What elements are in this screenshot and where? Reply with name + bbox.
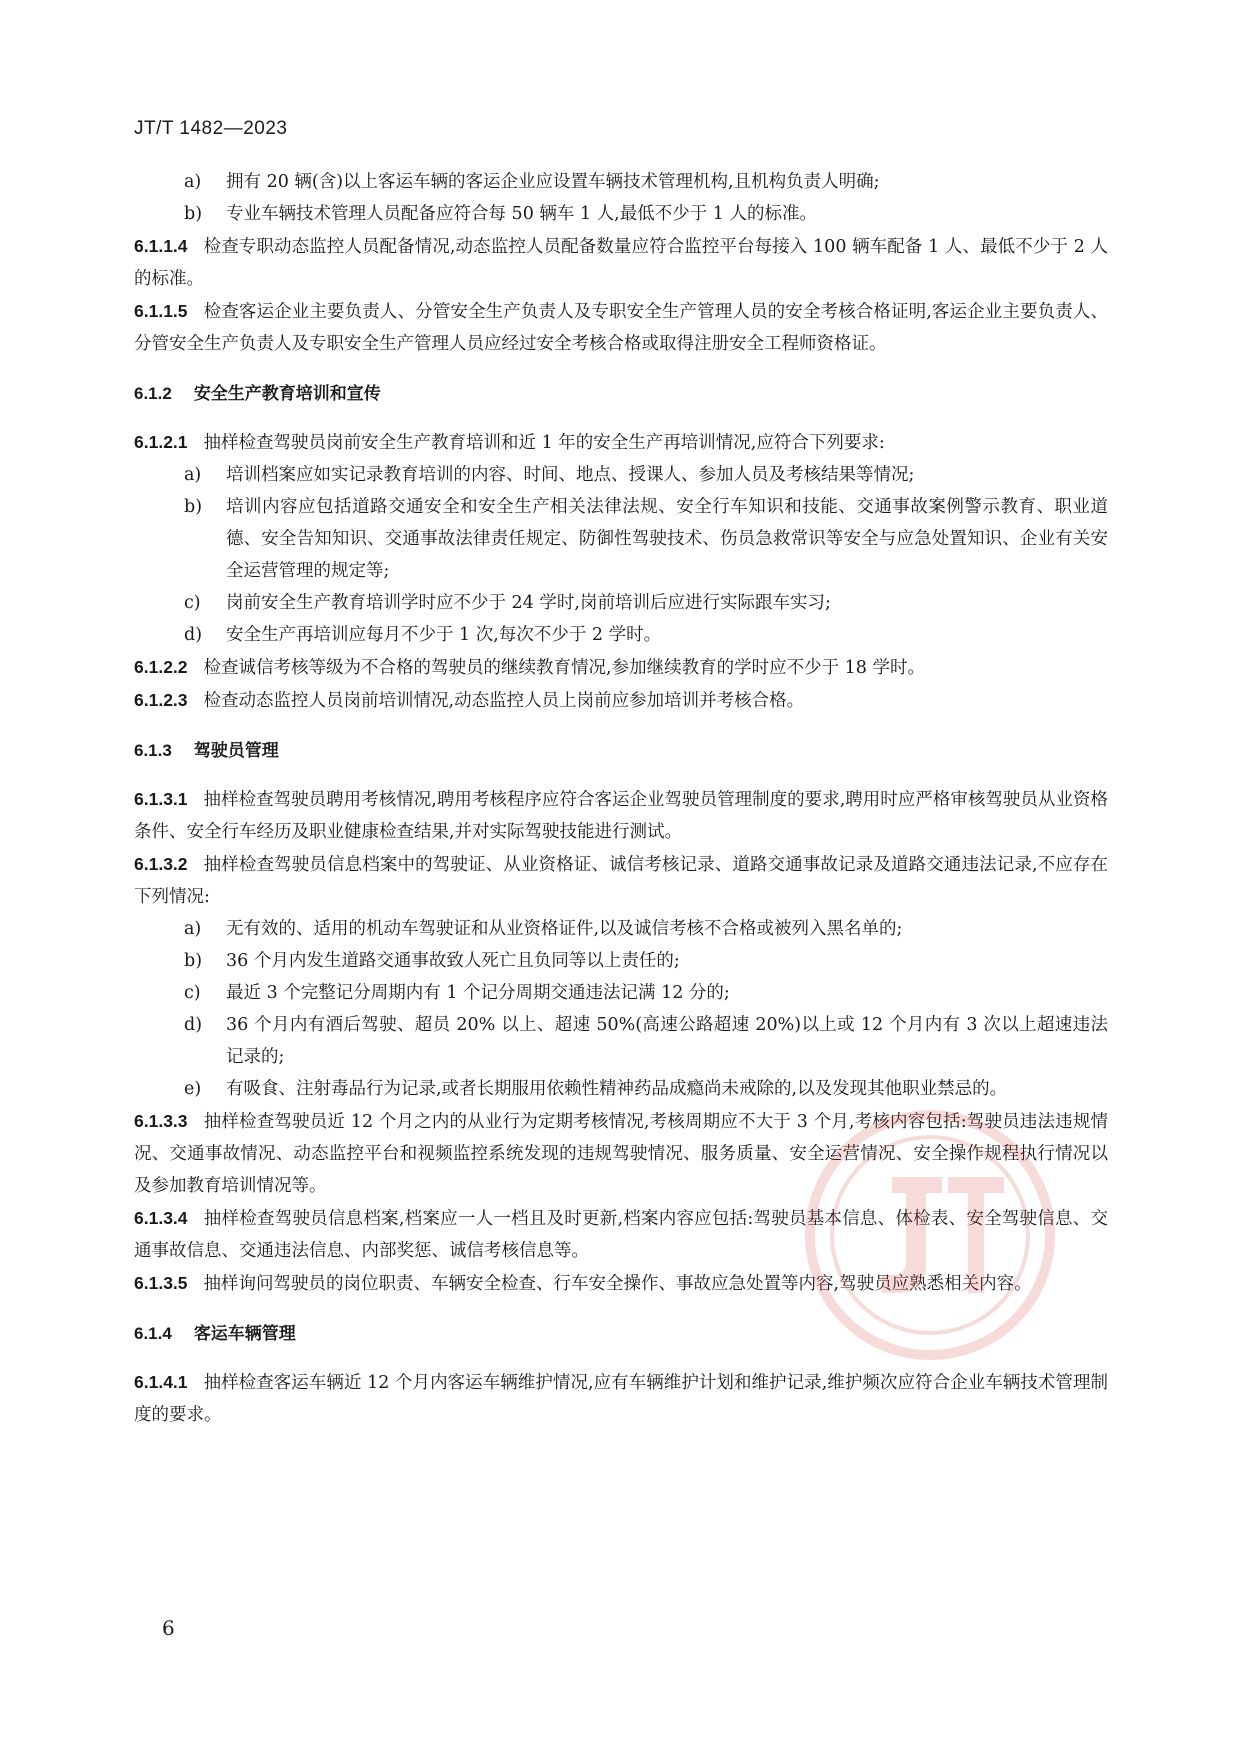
clause-text: 检查动态监控人员岗前培训情况,动态监控人员上岗前应参加培训并考核合格。 (203, 691, 805, 711)
clause-number: 6.1.3.1 (134, 789, 188, 809)
list-item (134, 1073, 1108, 1105)
clause-text: 抽样检查驾驶员信息档案,档案应一人一档且及时更新,档案内容应包括:驾驶员基本信息、体检表、安全驾驶信息、交通事故信息、交通违法信息、内部奖惩、诚信考核信息等。 (134, 1209, 1108, 1261)
list-item-label: a) (184, 172, 202, 192)
clause-number: 6.1.1.5 (134, 301, 188, 321)
section-number: 6.1.4 (134, 1324, 172, 1343)
clause-number: 6.1.2.1 (134, 432, 188, 452)
list-item-label: e) (184, 1079, 202, 1099)
clause-number: 6.1.1.4 (134, 236, 188, 256)
section-title: 客运车辆管理 (193, 1324, 296, 1344)
clause-paragraph (134, 1105, 1108, 1202)
list-item (134, 198, 1108, 230)
section-number: 6.1.2 (134, 384, 172, 403)
clause-number: 6.1.3.2 (134, 854, 188, 874)
clause-paragraph (134, 295, 1108, 360)
list-item-text: 无有效的、适用的机动车驾驶证和从业资格证件,以及诚信考核不合格或被列入黑名单的; (226, 919, 903, 939)
list-item (134, 977, 1108, 1009)
clause-text: 检查专职动态监控人员配备情况,动态监控人员配备数量应符合监控平台每接入 100 辆车配备 1 人、最低不少于 2 人的标准。 (134, 237, 1108, 289)
list-item (134, 1009, 1108, 1073)
list-item-label: b) (184, 204, 203, 224)
list-item-text: 36 个月内发生道路交通事故致人死亡且负同等以上责任的; (226, 951, 680, 971)
list-item-label: b) (184, 497, 203, 517)
list-item-text: 安全生产再培训应每月不少于 1 次,每次不少于 2 学时。 (226, 625, 662, 645)
clause-text: 检查客运企业主要负责人、分管安全生产负责人及专职安全生产管理人员的安全考核合格证明,客运企业主要负责人、分管安全生产负责人及专职安全生产管理人员应经过安全考核合格或取得注册安全工程师资格证。 (134, 302, 1108, 354)
clause-number: 6.1.3.3 (134, 1111, 188, 1131)
clause-paragraph (134, 848, 1108, 913)
clause-number: 6.1.3.5 (134, 1273, 188, 1293)
list-item-text: 专业车辆技术管理人员配备应符合每 50 辆车 1 人,最低不少于 1 人的标准。 (226, 204, 817, 224)
list-item-label: a) (184, 465, 202, 485)
section-title: 安全生产教育培训和宣传 (193, 384, 381, 404)
clause-text: 抽样检查驾驶员聘用考核情况,聘用考核程序应符合客运企业驾驶员管理制度的要求,聘用时应严格审核驾驶员从业资格条件、安全行车经历及职业健康检查结果,并对实际驾驶技能进行测试。 (134, 790, 1108, 842)
list-item (134, 619, 1108, 651)
section-number: 6.1.3 (134, 741, 172, 760)
list-item-text: 培训档案应如实记录教育培训的内容、时间、地点、授课人、参加人员及考核结果等情况; (226, 465, 915, 485)
clause-number: 6.1.4.1 (134, 1372, 188, 1392)
section-heading (134, 378, 1108, 410)
list-item-text: 36 个月内有酒后驾驶、超员 20% 以上、超速 50%(高速公路超速 20%)以上或 12 个月内有 3 次以上超速违法记录的; (226, 1015, 1108, 1067)
clause-number: 6.1.2.3 (134, 690, 188, 710)
section-heading (134, 1318, 1108, 1350)
list-item (134, 166, 1108, 198)
clause-paragraph (134, 426, 1108, 459)
clause-paragraph (134, 1366, 1108, 1431)
list-item (134, 587, 1108, 619)
section-heading (134, 735, 1108, 767)
clause-paragraph (134, 684, 1108, 717)
list-item-text: 有吸食、注射毒品行为记录,或者长期服用依赖性精神药品成瘾尚未戒除的,以及发现其他职业禁忌的。 (226, 1079, 1008, 1099)
list-item-label: a) (184, 919, 202, 939)
list-item (134, 945, 1108, 977)
list-item-label: b) (184, 951, 203, 971)
list-item (134, 913, 1108, 945)
clause-number: 6.1.3.4 (134, 1208, 188, 1228)
clause-paragraph (134, 1202, 1108, 1267)
list-item (134, 491, 1108, 587)
clause-text: 检查诚信考核等级为不合格的驾驶员的继续教育情况,参加继续教育的学时应不少于 18 学时。 (203, 658, 925, 678)
list-item-text: 拥有 20 辆(含)以上客运车辆的客运企业应设置车辆技术管理机构,且机构负责人明确; (226, 172, 880, 192)
clause-paragraph (134, 230, 1108, 295)
clause-text: 抽样检查驾驶员信息档案中的驾驶证、从业资格证、诚信考核记录、道路交通事故记录及道路交通违法记录,不应存在下列情况: (134, 855, 1108, 907)
page-number: 6 (162, 1616, 175, 1640)
clause-text: 抽样检查驾驶员近 12 个月之内的从业行为定期考核情况,考核周期应不大于 3 个月,考核内容包括:驾驶员违法违规情况、交通事故情况、动态监控平台和视频监控系统发现的违规驾驶情况、服务质量、安全运营情况、安全操作规程执行情况以及参加教育培训情况等。 (134, 1112, 1108, 1196)
list-item-label: d) (184, 625, 203, 645)
clause-paragraph (134, 1267, 1108, 1300)
list-item-text: 岗前安全生产教育培训学时应不少于 24 学时,岗前培训后应进行实际跟车实习; (226, 593, 831, 613)
list-item-label: d) (184, 1015, 203, 1035)
clause-number: 6.1.2.2 (134, 657, 188, 677)
list-item-text: 最近 3 个完整记分周期内有 1 个记分周期交通违法记满 12 分的; (226, 983, 730, 1003)
list-item-label: c) (184, 983, 201, 1003)
list-item (134, 459, 1108, 491)
list-item-label: c) (184, 593, 201, 613)
clause-text: 抽样检查客运车辆近 12 个月内客运车辆维护情况,应有车辆维护计划和维护记录,维护频次应符合企业车辆技术管理制度的要求。 (134, 1373, 1108, 1425)
document-body (134, 166, 1108, 1431)
standard-code-header: JT/T 1482—2023 (134, 118, 288, 139)
clause-paragraph (134, 651, 1108, 684)
clause-paragraph (134, 783, 1108, 848)
clause-text: 抽样询问驾驶员的岗位职责、车辆安全检查、行车安全操作、事故应急处置等内容,驾驶员应熟悉相关内容。 (203, 1274, 1032, 1294)
list-item-text: 培训内容应包括道路交通安全和安全生产相关法律法规、安全行车知识和技能、交通事故案例警示教育、职业道德、安全告知知识、交通事故法律责任规定、防御性驾驶技术、伤员急救常识等安全与应急处置知识、企业有关安全运营管理的规定等; (226, 497, 1108, 581)
clause-text: 抽样检查驾驶员岗前安全生产教育培训和近 1 年的安全生产再培训情况,应符合下列要求: (203, 433, 885, 453)
section-title: 驾驶员管理 (193, 741, 279, 761)
